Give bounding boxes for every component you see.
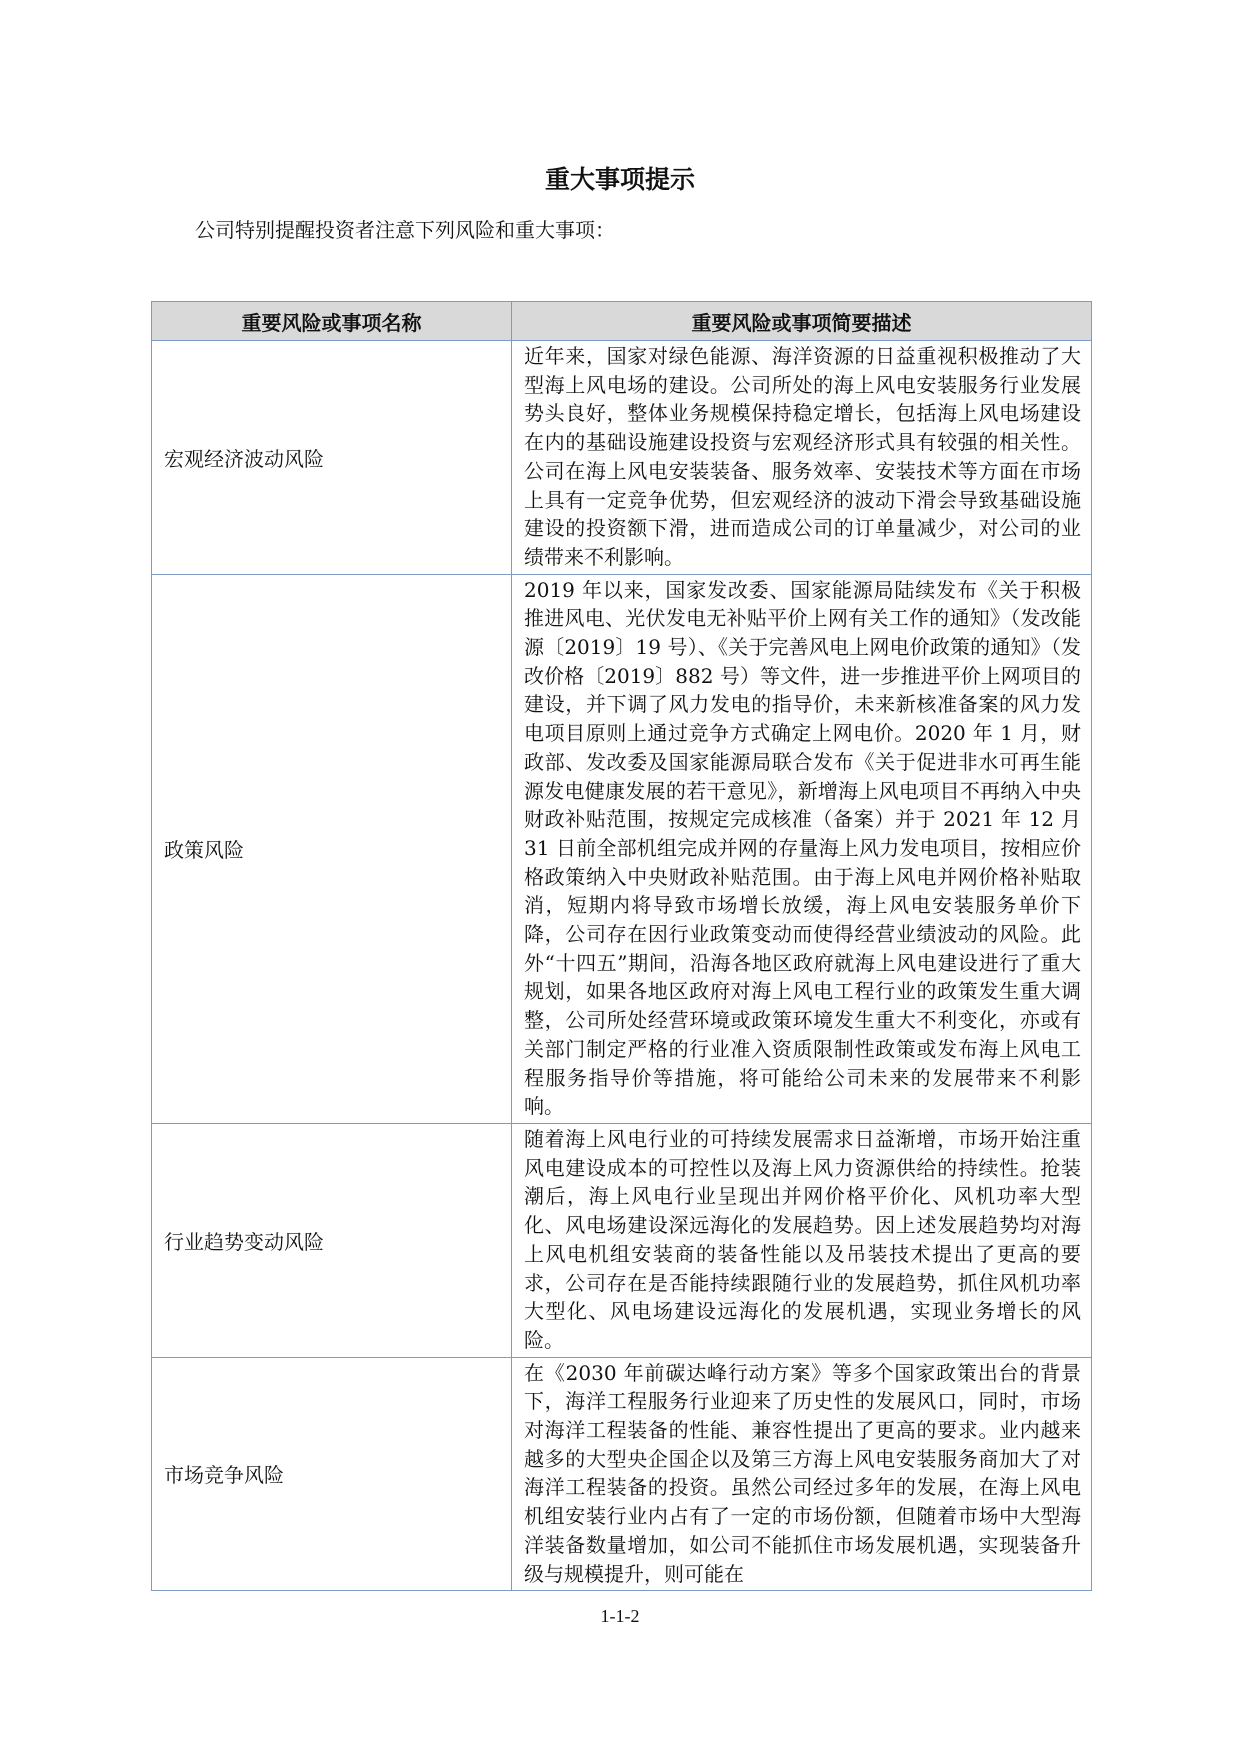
risk-table: [151, 301, 1092, 1591]
table-row: [152, 341, 1092, 575]
risk-description: 在《2030 年前碳达峰行动方案》等多个国家政策出台的背景下，海洋工程服务行业迎来了历史性的发展风口，同时，市场对海洋工程装备的性能、兼容性提出了更高的要求。业内越来越多的大型央企国企以及第三方海上风电安装服务商加大了对海洋工程装备的投资。虽然公司经过多年的发展，在海上风电机组安装行业内占有了一定的市场份额，但随着市场中大型海洋装备数量增加，如公司不能抓住市场发展机遇，实现装备升级与规模提升，则可能在: [512, 1357, 1092, 1591]
page-title: 重大事项提示: [544, 165, 695, 194]
risk-name: 政策风险: [152, 574, 512, 1123]
table-header-row: [152, 302, 1092, 341]
risk-description: 2019 年以来，国家发改委、国家能源局陆续发布《关于积极推进风电、光伏发电无补贴平价上网有关工作的通知》（发改能源〔2019〕19 号）、《关于完善风电上网电价政策的通知》（发改价格〔2019〕882 号）等文件，进一步推进平价上网项目的建设，并下调了风力发电的指导价，未来新核准备案的风力发电项目原则上通过竞争方式确定上网电价。2020 年 1 月，财政部、发改委及国家能源局联合发布《关于促进非水可再生能源发电健康发展的若干意见》，新增海上风电项目不再纳入中央财政补贴范围，按规定完成核准（备案）并于 2021 年 12 月 31 日前全部机组完成并网的存量海上风力发电项目，按相应价格政策纳入中央财政补贴范围。由于海上风电并网价格补贴取消，短期内将导致市场增长放缓，海上风电安装服务单价下降，公司存在因行业政策变动而使得经营业绩波动的风险。此外“十四五”期间，沿海各地区政府就海上风电建设进行了重大规划，如果各地区政府对海上风电工程行业的政策发生重大调整，公司所处经营环境或政策环境发生重大不利变化，亦或有关部门制定严格的行业准入资质限制性政策或发布海上风电工程服务指导价等措施，将可能给公司未来的发展带来不利影响。: [512, 574, 1092, 1123]
table-row: [152, 1123, 1092, 1357]
risk-description: 近年来，国家对绿色能源、海洋资源的日益重视积极推动了大型海上风电场的建设。公司所处的海上风电安装服务行业发展势头良好，整体业务规模保持稳定增长，包括海上风电场建设在内的基础设施建设投资与宏观经济形式具有较强的相关性。公司在海上风电安装装备、服务效率、安装技术等方面在市场上具有一定竞争优势，但宏观经济的波动下滑会导致基础设施建设的投资额下滑，进而造成公司的订单量减少，对公司的业绩带来不利影响。: [512, 341, 1092, 575]
risk-name: 行业趋势变动风险: [152, 1123, 512, 1357]
risk-name: 宏观经济波动风险: [152, 341, 512, 575]
table-row: [152, 1357, 1092, 1591]
page-number: 1-1-2: [600, 1606, 640, 1626]
table-row: [152, 574, 1092, 1123]
header-risk-description: 重要风险或事项简要描述: [512, 302, 1092, 341]
risk-description: 随着海上风电行业的可持续发展需求日益渐增，市场开始注重风电建设成本的可控性以及海上风力资源供给的持续性。抢装潮后，海上风电行业呈现出并网价格平价化、风机功率大型化、风电场建设深远海化的发展趋势。因上述发展趋势均对海上风电机组安装商的装备性能以及吊装技术提出了更高的要求，公司存在是否能持续跟随行业的发展趋势，抓住风机功率大型化、风电场建设远海化的发展机遇，实现业务增长的风险。: [512, 1123, 1092, 1357]
intro-paragraph: 公司特别提醒投资者注意下列风险和重大事项：: [195, 218, 615, 242]
risk-name: 市场竞争风险: [152, 1357, 512, 1591]
header-risk-name: 重要风险或事项名称: [152, 302, 512, 341]
